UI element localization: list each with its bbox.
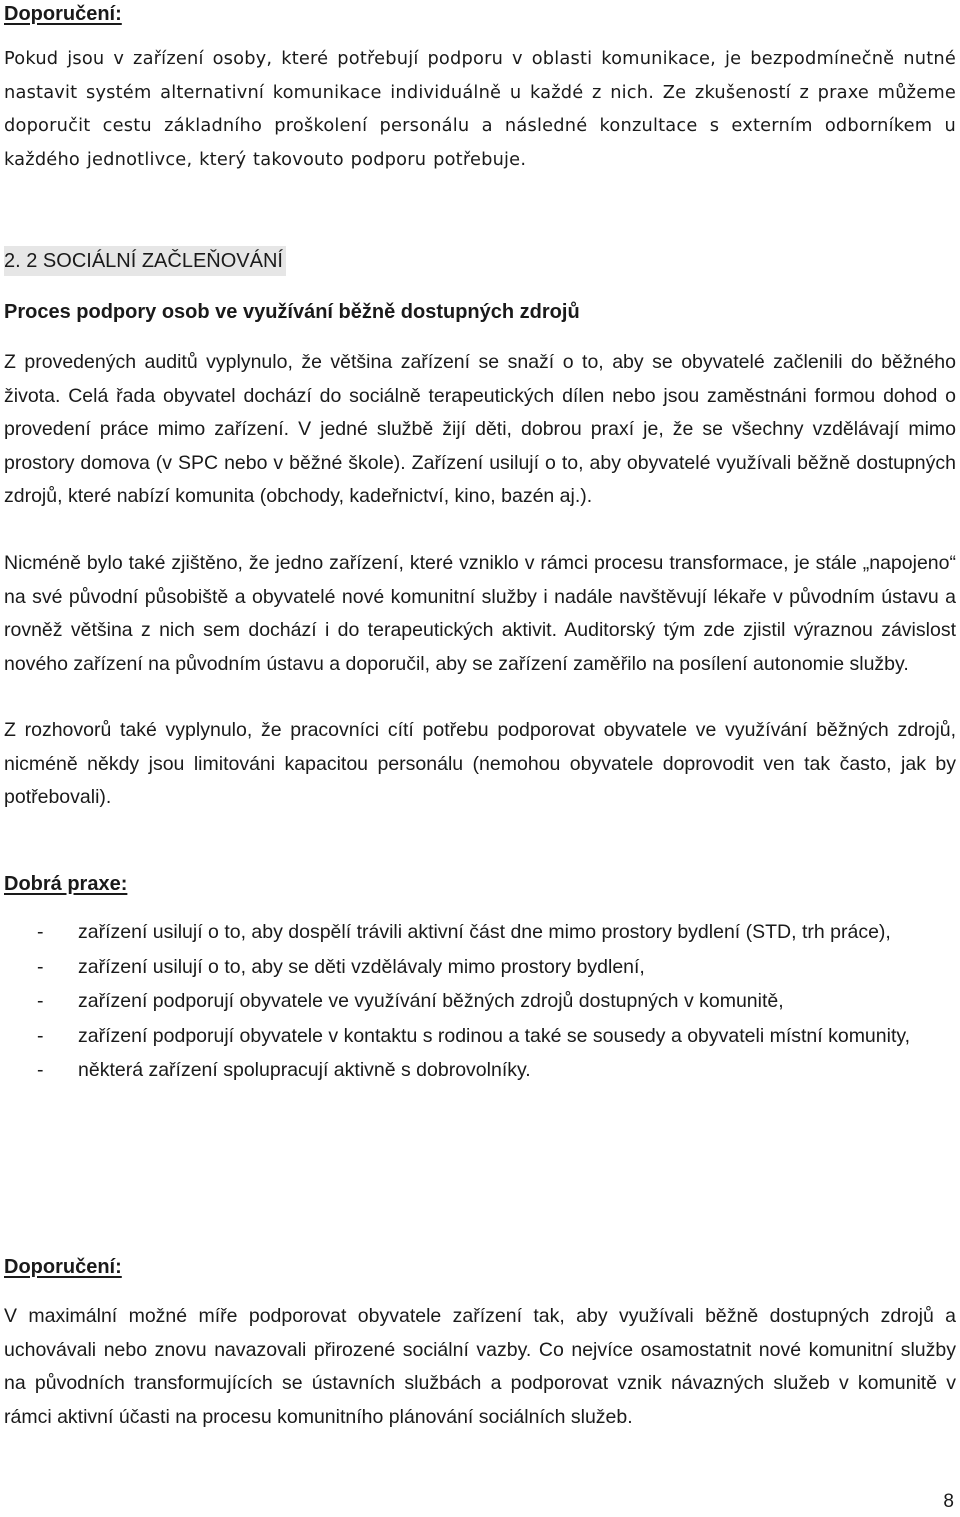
section-title xyxy=(4,246,286,276)
list-item xyxy=(4,1019,956,1054)
audit-paragraph-1: Z provedených auditů vyplynulo, že většina zařízení se snaží o to, aby se obyvatelé začlenili do běžného života. Celá řada obyvatel dochází do sociálně terapeutických dílen nebo jsou zaměstnáni formou dohod o provedení práce mimo zařízení. V jedné službě žijí děti, dobrou praxí je, že se všechny vzdělávají mimo prostory domova (v SPC nebo v běžné škole). Zařízení usilují o to, aby obyvatelé využívali běžně dostupných zdrojů, které nabízí komunita (obchody, kadeřnictví, kino, bazén aj.). xyxy=(4,351,956,507)
recommendation-heading-top: Doporučení: xyxy=(4,3,122,25)
list-dash: - xyxy=(37,1024,44,1047)
recommendation-heading: Doporučení: xyxy=(4,1256,122,1278)
list-item xyxy=(4,950,956,985)
list-item-text: zařízení podporují obyvatele v kontaktu s rodinou a také se sousedy a obyvateli místní komunity, xyxy=(78,1024,911,1047)
list-item-text: zařízení podporují obyvatele ve využívání běžných zdrojů dostupných v komunitě, xyxy=(78,990,784,1012)
list-dash: - xyxy=(37,1059,44,1081)
good-practice-heading: Dobrá praxe: xyxy=(4,873,128,895)
audit-paragraph-3: Z rozhovorů také vyplynulo, že pracovníci cítí potřebu podporovat obyvatele ve využívání běžných zdrojů, nicméně někdy jsou limitováni kapacitou personálu (nemohou obyvatele doprovodit ven tak často, jak by potřebovali). xyxy=(4,719,956,808)
list-item-text: zařízení usilují o to, aby se děti vzdělávaly mimo prostory bydlení, xyxy=(78,955,645,978)
recommendation-paragraph: V maximální možné míře podporovat obyvatele zařízení tak, aby využívali běžně dostupných zdrojů a uchovávali nebo znovu navazovali přirozené sociální vazby. Co nejvíce osamostatnit nové komunitní služby na původních transformujících se ústavních službách a podporovat vznik návazných služeb v komunitě v rámci aktivní účasti na procesu komunitního plánování sociálních služeb. xyxy=(4,1305,956,1428)
audit-paragraph-2: Nicméně bylo také zjištěno, že jedno zařízení, které vzniklo v rámci procesu transformace, je stále „napojeno“ na své původní působiště a obyvatelé nové komunitní služby i nadále navštěvují lékaře v původním ústavu a rovněž většina z nich sem dochází i do terapeutických aktivit. Auditorský tým zde zjistil výraznou závislost nového zařízení na původním ústavu a doporučil, aby se zařízení zaměřilo na posílení autonomie služby. xyxy=(4,552,956,675)
page-number: 8 xyxy=(943,1491,954,1512)
list-item xyxy=(4,915,956,950)
list-item-text: některá zařízení spolupracují aktivně s dobrovolníky. xyxy=(78,1059,531,1081)
section-title-text: 2. 2 SOCIÁLNÍ ZAČLEŇOVÁNÍ xyxy=(4,246,286,276)
section-subtitle: Proces podpory osob ve využívání běžně dostupných zdrojů xyxy=(4,301,580,323)
list-dash: - xyxy=(37,955,44,978)
list-item xyxy=(4,984,956,1019)
list-dash: - xyxy=(37,990,44,1012)
list-item xyxy=(4,1053,956,1088)
good-practice-list xyxy=(4,915,956,1088)
list-dash: - xyxy=(37,921,44,943)
communication-paragraph: Pokud jsou v zařízení osoby, které potřebují podporu v oblasti komunikace, je bezpodmínečně nutné nastavit systém alternativní komunikace individuálně u každé z nich. Ze zkušeností z praxe můžeme doporučit cestu základního proškolení personálu a následné konzultace s externím odborníkem u každého jednotlivce, který takovouto podporu potřebuje. xyxy=(4,48,956,170)
list-item-text: zařízení usilují o to, aby dospělí trávili aktivní část dne mimo prostory bydlení (STD, trh práce), xyxy=(78,921,891,943)
